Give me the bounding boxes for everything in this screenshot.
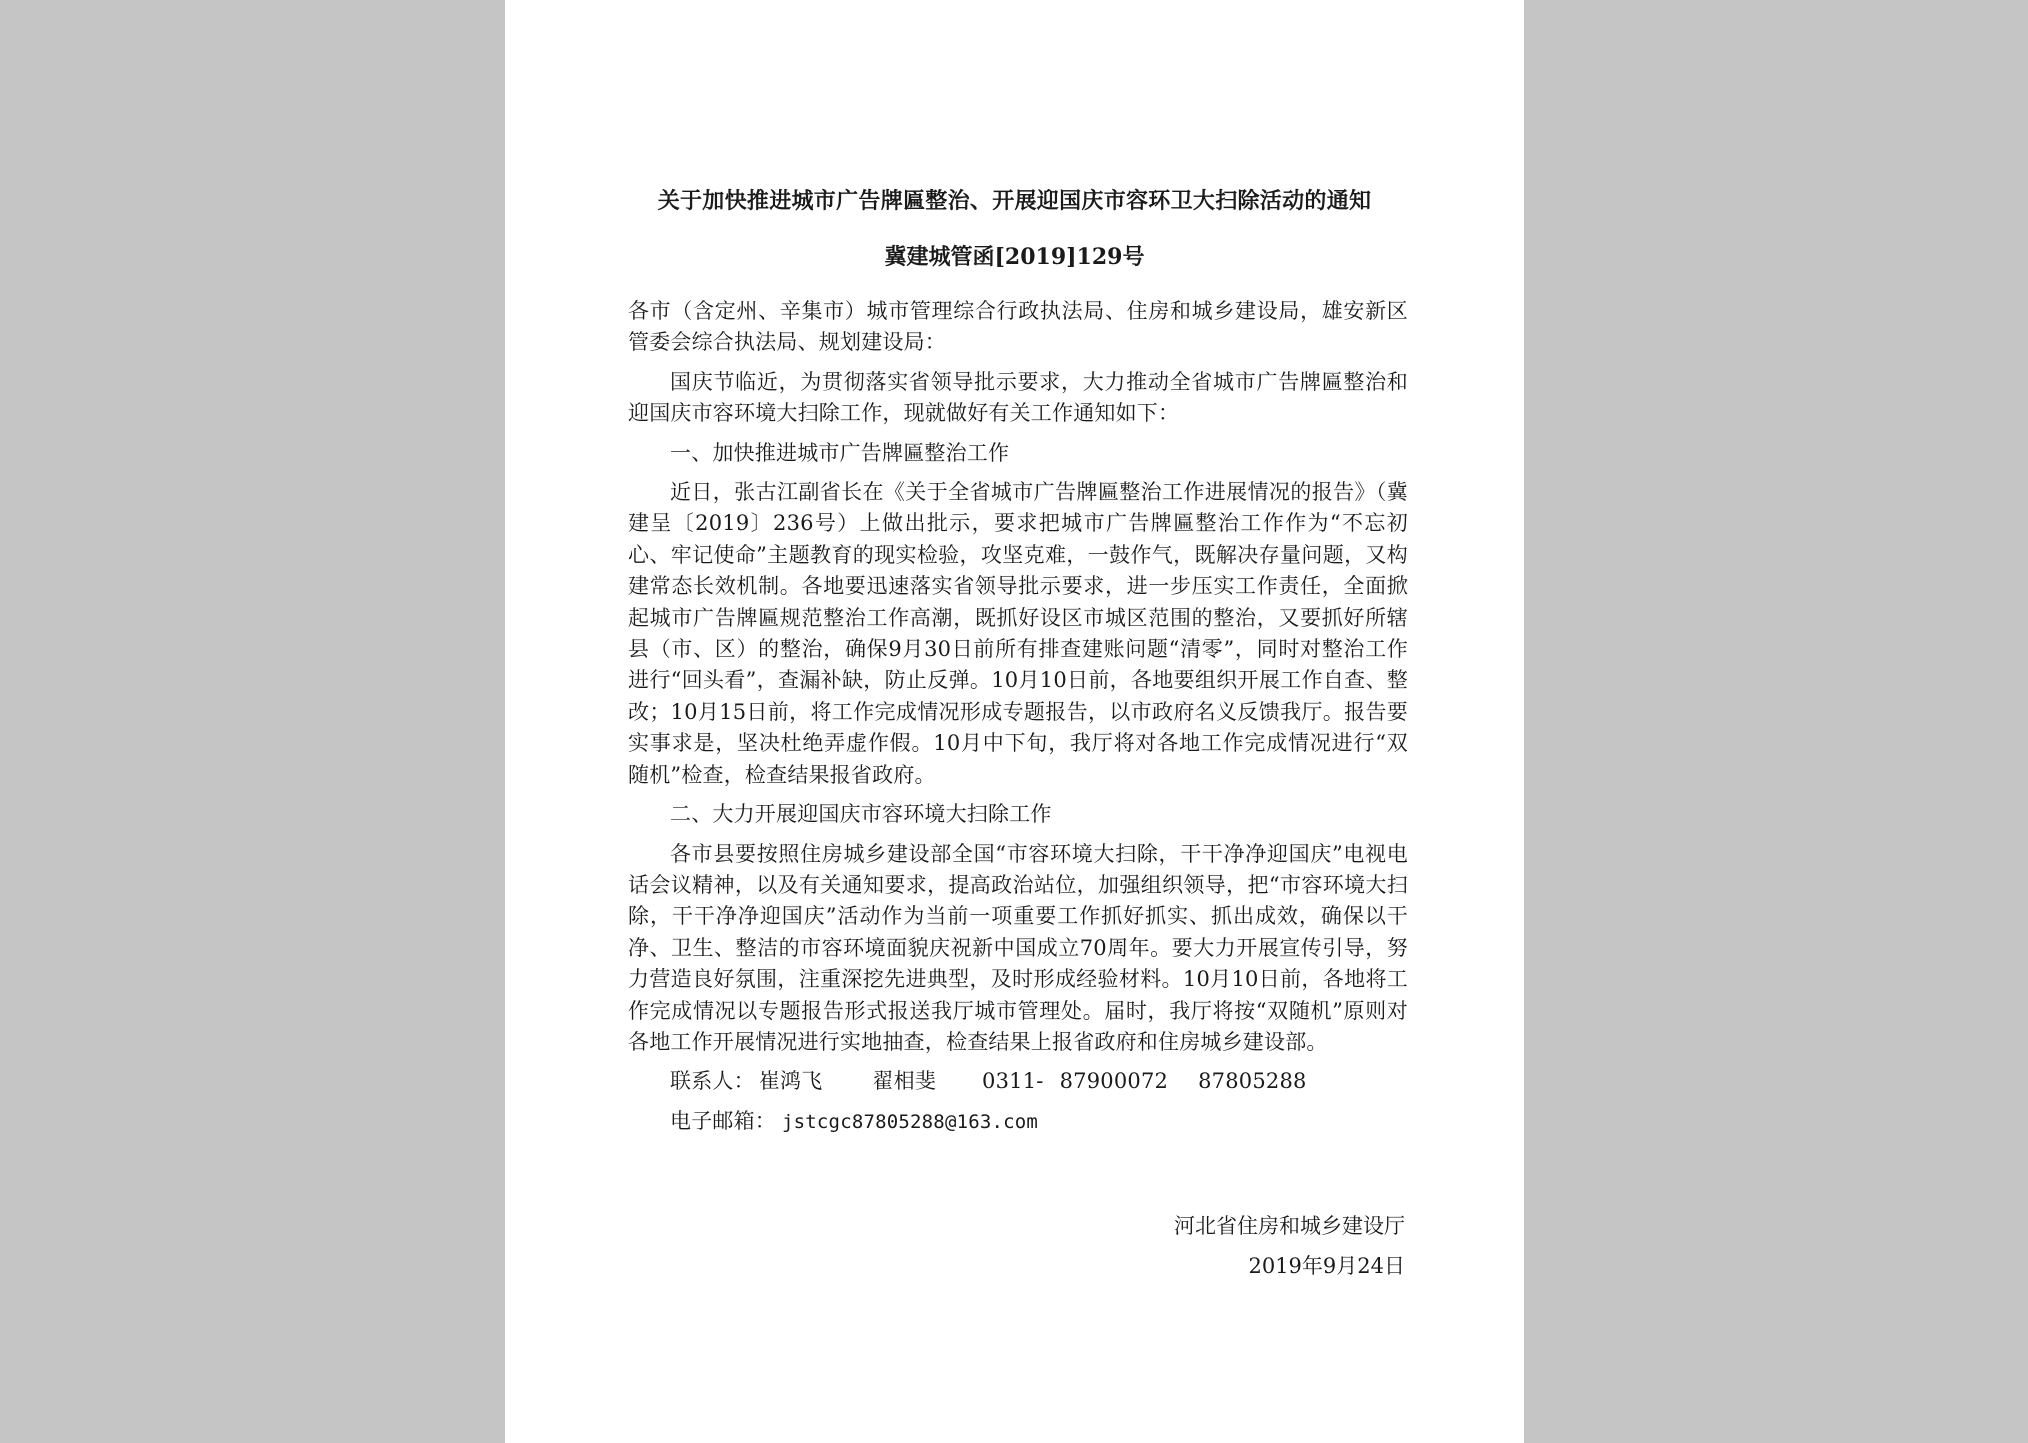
contact-line	[628, 1066, 1408, 1097]
issuer: 河北省住房和城乡建设厅	[1174, 1214, 1405, 1238]
phone-prefix: 0311-	[982, 1069, 1044, 1094]
issue-date: 2019年9月24日	[1248, 1254, 1405, 1278]
section-1-paragraph: 近日，张古江副省长在《关于全省城市广告牌匾整治工作进展情况的报告》（冀建呈〔2019〕236号）上做出批示，要求把城市广告牌匾整治工作作为“不忘初心、牢记使命”主题教育的现实检验，攻坚克难，一鼓作气，既解决存量问题，又构建常态长效机制。各地要迅速落实省领导批示要求，进一步压实工作责任，全面掀起城市广告牌匾规范整治工作高潮，既抓好设区市城区范围的整治，又要抓好所辖县（市、区）的整治，确保9月30日前所有排查建账问题“清零”，同时对整治工作进行“回头看”，查漏补缺，防止反弹。10月10日前，各地要组织开展工作自查、整改；10月15日前，将工作完成情况形成专题报告，以市政府名义反馈我厅。报告要实事求是，坚决杜绝弄虚作假。10月中下旬，我厅将对各地工作完成情况进行“双随机”检查，检查结果报省政府。	[628, 480, 1408, 787]
contact-name-2: 翟相斐	[872, 1069, 937, 1094]
section-1-heading: 一、加快推进城市广告牌匾整治工作	[670, 440, 1010, 465]
email-address: jstcgc87805288@163.com	[782, 1110, 1039, 1133]
contact-label: 联系人：	[670, 1069, 755, 1094]
salutation: 各市（含定州、辛集市）城市管理综合行政执法局、住房和城乡建设局，雄安新区管委会综合执法局、规划建设局：	[628, 299, 1408, 355]
phone-number-2: 87805288	[1198, 1069, 1307, 1094]
document-number: 冀建城管函[2019]129号	[884, 244, 1145, 270]
intro-paragraph: 国庆节临近，为贯彻落实省领导批示要求，大力推动全省城市广告牌匾整治和迎国庆市容环境大扫除工作，现就做好有关工作通知如下：	[628, 369, 1408, 426]
phone-number-1: 87900072	[1059, 1069, 1169, 1094]
document-page	[505, 0, 1524, 1443]
contact-name-1: 崔鸿飞	[758, 1069, 823, 1094]
signature-block	[1174, 1206, 1405, 1286]
section-2-paragraph: 各市县要按照住房城乡建设部全国“市容环境大扫除，干干净净迎国庆”电视电话会议精神，以及有关通知要求，提高政治站位，加强组织领导，把“市容环境大扫除，干干净净迎国庆”活动作为当前一项重要工作抓好抓实、抓出成效，确保以干净、卫生、整洁的市容环境面貌庆祝新中国成立70周年。要大力开展宣传引导，努力营造良好氛围，注重深挖先进典型，及时形成经验材料。10月10日前，各地将工作完成情况以专题报告形式报送我厅城市管理处。届时，我厅将按“双随机”原则对各地工作开展情况进行实地抽查，检查结果上报省政府和住房城乡建设部。	[628, 841, 1408, 1054]
document-title: 关于加快推进城市广告牌匾整治、开展迎国庆市容环卫大扫除活动的通知	[657, 188, 1372, 214]
email-line	[628, 1106, 1408, 1138]
email-label: 电子邮箱：	[670, 1108, 776, 1133]
document-body	[628, 296, 1408, 1146]
section-2-heading: 二、大力开展迎国庆市容环境大扫除工作	[670, 802, 1052, 827]
